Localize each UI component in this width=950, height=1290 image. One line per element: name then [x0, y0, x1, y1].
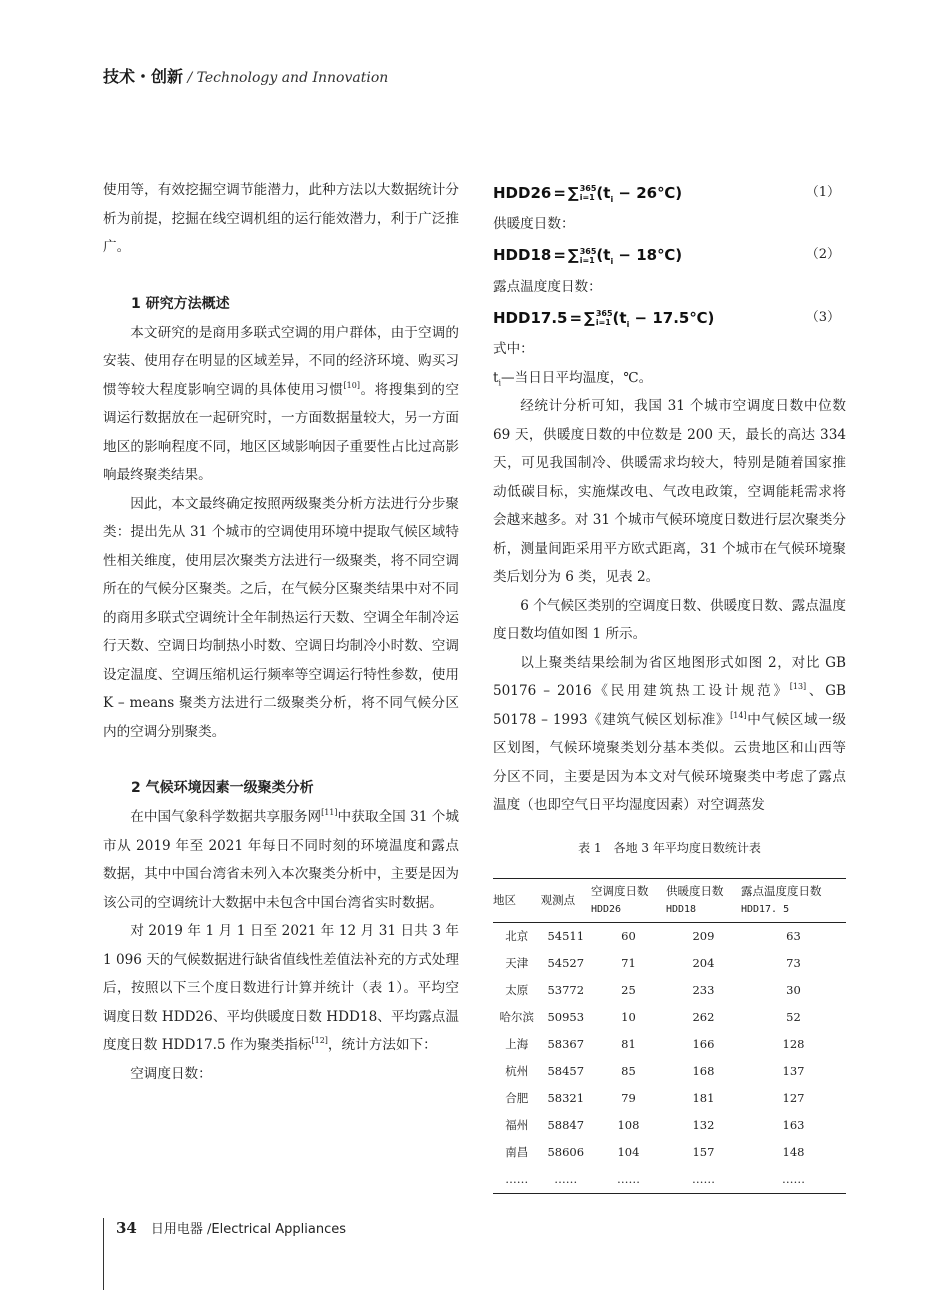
table-cell: 132	[692, 1118, 715, 1132]
table-header-row	[493, 879, 846, 923]
table-cell: 128	[782, 1037, 805, 1051]
table-cell: ……	[554, 1172, 578, 1186]
table-cell: 52	[786, 1010, 801, 1024]
table-cell: 157	[692, 1145, 715, 1159]
paragraph: 因此，本文最终确定按照两级聚类分析方法进行分步聚类：提出先从 31 个城市的空调使用环境中提取气候区域特性相关维度，使用层次聚类方法进行一级聚类，将不同空调所在的气候分区聚类。之后，在气候分区聚类结果中对不同的商用多联式空调统计全年制热运行天数、空调全年制冷运行天数、空调日均制热小时数、空调日均制冷小时数、空调设定温度、空调压缩机运行频率等空调运行特性参数，使用 K – means 聚类方法进行二级聚类分析，将不同气候分区内的空调分别聚类。	[103, 495, 459, 740]
table-cell: 104	[617, 1145, 640, 1159]
col-station: 观测点	[540, 893, 576, 907]
equation-number: （2）	[805, 247, 840, 263]
table-cell: 81	[621, 1037, 636, 1051]
equation-1: HDD26 = ∑ 365 i=1 ($t_i$ − 26℃) （1）	[493, 176, 846, 210]
table-cell: 50953	[547, 1010, 585, 1024]
table-cell: 上海	[505, 1037, 529, 1051]
label-heating-days: 供暖度日数：	[493, 216, 575, 232]
paragraph: 空调度日数：	[130, 1065, 212, 1082]
table-row	[493, 1085, 846, 1112]
table-cell: 85	[621, 1064, 636, 1078]
table-cell: 30	[786, 983, 801, 997]
table-cell: 58606	[547, 1145, 585, 1159]
table-cell: 63	[786, 929, 801, 943]
table-cell: 233	[692, 983, 715, 997]
table-cell: 南昌	[505, 1145, 529, 1159]
left-column	[103, 176, 459, 1088]
citation-13: [13]	[789, 682, 807, 691]
paragraph: 本文研究的是商用多联式空调的用户群体，由于空调的安装、使用存在明显的区域差异，不同的经济环境、购买习惯等较大程度影响空调的具体使用习惯[10]。将搜集到的空调运行数据放在一起研究时，一方面数据量较大，另一方面地区的影响程度不同，地区区域影响因子重要性占比过高影响最终聚类结果。	[103, 324, 460, 483]
table-row	[493, 1004, 846, 1031]
equation-number: （1）	[805, 184, 840, 200]
equation-number: （3）	[805, 309, 840, 325]
journal-name-en: Electrical Appliances	[211, 1222, 347, 1237]
table-row	[493, 1058, 846, 1085]
table-row	[493, 977, 846, 1004]
table-cell: 天津	[505, 956, 529, 970]
col-heating: 供暖度日数 HDD18	[665, 884, 724, 915]
table-cell: 168	[692, 1064, 715, 1078]
header-english: Technology and Innovation	[196, 70, 389, 86]
table-row	[493, 923, 846, 951]
table-cell: 太原	[505, 983, 529, 997]
header-section: 技术・创新	[103, 67, 184, 86]
table-caption: 表 1 各地 3 年平均度日数统计表	[578, 840, 761, 855]
journal-name: 日用电器 /	[150, 1222, 212, 1237]
table-cell: 58321	[547, 1091, 585, 1105]
right-column	[493, 176, 846, 1194]
table-cell: 53772	[547, 983, 585, 997]
table-cell: 71	[621, 956, 636, 970]
table-cell: 福州	[505, 1118, 529, 1132]
table-cell: 79	[621, 1091, 636, 1105]
table-row	[493, 1166, 846, 1194]
paragraph: 在中国气象科学数据共享服务网[11]中获取全国 31 个城市从 2019 年至 2021 年每日不同时刻的环境温度和露点数据，其中中国台湾省未列入本次聚类分析中，主要是因为该公司的空调统计大数据中未包含中国台湾省实时数据。	[103, 808, 459, 911]
page-footer	[103, 1218, 347, 1290]
citation-10: [10]	[343, 380, 360, 390]
table-cell: 哈尔滨	[499, 1010, 535, 1024]
table-cell: 杭州	[505, 1064, 529, 1078]
table-row	[493, 950, 846, 977]
table-row	[493, 1031, 846, 1058]
table-cell: 163	[782, 1118, 805, 1132]
header-separator: /	[183, 70, 197, 86]
paragraph: 以上聚类结果绘制为省区地图形式如图 2，对比 GB 50176 – 2016《民用建筑热工设计规范》[13]、GB 50178 – 1993《建筑气候区划标准》[14]中气候区域一级区划图，气候环境聚类划分基本类似。云贵地区和山西等分区不同，主要是因为本文对气候环境聚类中考虑了露点温度（也即空气日平均湿度因素）对空调蒸发	[493, 654, 847, 813]
table-cell: 127	[782, 1091, 805, 1105]
table-cell: 58457	[547, 1064, 585, 1078]
table-cell: ……	[691, 1172, 715, 1186]
table-cell: 58367	[547, 1037, 585, 1051]
table-cell: 108	[617, 1118, 640, 1132]
definition: $t_i—$当日日平均温度，℃。	[493, 369, 653, 388]
table-row	[493, 1139, 846, 1166]
table-cell: 262	[692, 1010, 715, 1024]
equation-2: HDD18 = ∑ 365 i=1 ($t_i$ − 18℃) （2）	[493, 239, 846, 273]
table-row	[493, 1112, 846, 1139]
section-heading-2: 2 气候环境因素一级聚类分析	[131, 780, 314, 796]
table-cell: 北京	[505, 929, 529, 943]
col-cooling: 空调度日数 HDD26	[590, 884, 649, 915]
table-cell: ……	[781, 1172, 805, 1186]
citation-14: [14]	[730, 710, 747, 720]
page-number: 34	[116, 1219, 137, 1237]
table-cell: 166	[692, 1037, 715, 1051]
col-region: 地区	[493, 893, 516, 907]
intro-paragraph: 使用等，有效挖掘空调节能潜力，此种方法以大数据统计分析为前提，挖掘在线空调机组的运行能效潜力，利于广泛推广。	[103, 182, 459, 255]
table-cell: 73	[786, 956, 801, 970]
table-cell: 合肥	[505, 1091, 529, 1105]
citation-12: [12]	[311, 1036, 328, 1045]
table-cell: 54527	[547, 956, 585, 970]
table-cell: 204	[692, 956, 715, 970]
table-cell: 10	[621, 1010, 636, 1024]
citation-11: [11]	[321, 808, 338, 817]
equation-3: HDD17.5 = ∑ 365 i=1 ($t_i$ − 17.5℃) （3）	[493, 301, 846, 335]
table-cell: 60	[621, 929, 636, 943]
paragraph: 对 2019 年 1 月 1 日至 2021 年 12 月 31 日共 3 年 1 096 天的气候数据进行缺省值线性差值法补充的方式处理后，按照以下三个度日数进行计算并统计（表 1）。平均空调度日数 HDD26、平均供暖度日数 HDD18、平均露点温度度日数 HDD17.5 作为聚类指标[12]，统计方法如下：	[103, 923, 459, 1053]
table-cell: ……	[505, 1172, 529, 1186]
table-cell: 181	[692, 1091, 715, 1105]
table-cell: 58847	[547, 1118, 585, 1132]
col-dewpoint: 露点温度度日数 HDD17. 5	[740, 884, 822, 915]
table-cell: 25	[621, 983, 636, 997]
paragraph: 经统计分析可知，我国 31 个城市空调度日数中位数 69 天，供暖度日数的中位数是 200 天，最长的高达 334 天，可见我国制冷、供暖需求均较大，特别是随着国家推动低碳目标，实施煤改电、气改电政策，空调能耗需求将会越来越多。对 31 个城市气候环境度日数进行层次聚类分析，测量间距采用平方欧式距离，31 个城市在气候环境聚类后划分为 6 类，见表 2。	[493, 398, 846, 585]
label-where: 式中：	[493, 341, 534, 357]
degree-days-table	[493, 878, 846, 1194]
table-cell: 209	[692, 929, 715, 943]
running-header	[103, 64, 388, 87]
table-cell: 54511	[547, 929, 585, 943]
table-cell: 148	[782, 1145, 805, 1159]
label-dew-days: 露点温度度日数：	[493, 278, 602, 295]
section-heading-1: 1 研究方法概述	[131, 295, 230, 312]
table-cell: ……	[616, 1172, 640, 1186]
paragraph: 6 个气候区类别的空调度日数、供暖度日数、露点温度度日数均值如图 1 所示。	[493, 597, 846, 642]
table-cell: 137	[782, 1064, 805, 1078]
